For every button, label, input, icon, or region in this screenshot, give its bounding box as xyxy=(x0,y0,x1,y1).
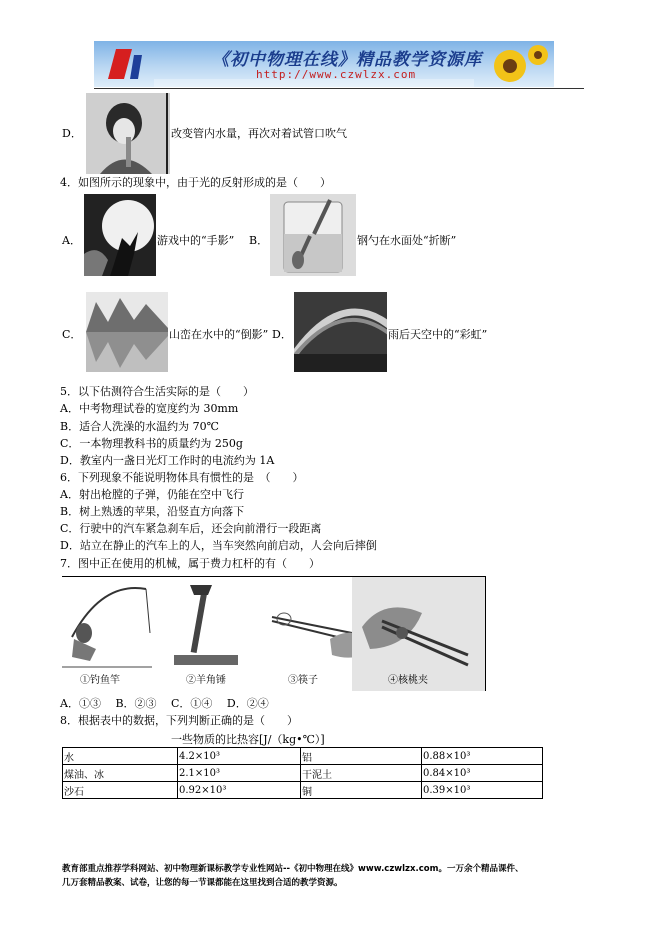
q6-option-d: D．站立在静止的汽车上的人，当车突然向前启动，人会向后摔倒 xyxy=(60,539,377,552)
table-cell: 2.1×10³ xyxy=(178,765,301,782)
table-cell: 0.84×10³ xyxy=(422,765,543,782)
table-cell: 0.88×10³ xyxy=(422,748,543,765)
q7-caption-fishing-rod: ①钓鱼竿 xyxy=(80,675,120,686)
q4-option-d-text: 雨后天空中的“彩虹” xyxy=(388,328,488,341)
q5-option-d: D．教室内一盏日光灯工作时的电流约为 1A xyxy=(60,454,275,467)
q8-stem: 8．根据表中的数据，下列判断正确的是（ ） xyxy=(60,714,298,727)
q4-reflection-photo xyxy=(86,292,168,372)
q4-shadow-photo xyxy=(84,194,156,276)
q5-option-a: A．中考物理试卷的宽度约为 30mm xyxy=(60,402,239,415)
q4-spoon-photo xyxy=(270,194,356,276)
table-row xyxy=(63,782,543,799)
table-cell: 铜 xyxy=(301,782,422,799)
table-cell: 煤油、冰 xyxy=(63,765,178,782)
q4-option-c-label: C． xyxy=(62,328,82,341)
footer-line-1: 教育部重点推荐学科网站、初中物理新课标教学专业性网站--《初中物理在线》www.czwlzx.com。一万余个精品课件、 xyxy=(62,864,524,874)
q4-option-c-text: 山峦在水中的“倒影” xyxy=(169,328,269,341)
q4-option-a-label: A． xyxy=(62,234,81,247)
heat-capacity-table xyxy=(62,747,543,799)
table-cell: 0.92×10³ xyxy=(178,782,301,799)
table-cell: 0.39×10³ xyxy=(422,782,543,799)
table-row xyxy=(63,748,543,765)
page-footer xyxy=(62,862,622,890)
q7-answers: A．①③ B．②③ C．①④ D．②④ xyxy=(60,697,269,710)
q7-caption-nutcracker: ④核桃夹 xyxy=(388,675,428,686)
banner-title: 《初中物理在线》精品教学资源库 xyxy=(212,50,482,70)
q4-option-d-label: D． xyxy=(272,328,292,341)
q8-table-title: 一些物质的比热容[J/（kg•℃）] xyxy=(171,733,325,746)
q4-rainbow-photo xyxy=(294,292,387,372)
q5-option-b: B．适合人洗澡的水温约为 70℃ xyxy=(60,420,219,433)
q4-option-a-text: 游戏中的“手影” xyxy=(157,234,235,247)
q7-caption-claw-hammer: ②羊角锤 xyxy=(186,675,226,686)
table-cell: 水 xyxy=(63,748,178,765)
header-banner xyxy=(94,41,554,87)
q6-option-b: B．树上熟透的苹果，沿竖直方向落下 xyxy=(60,505,245,518)
table-cell: 干泥土 xyxy=(301,765,422,782)
q7-stem: 7．图中正在使用的机械，属于费力杠杆的有（ ） xyxy=(60,557,320,570)
table-cell: 铝 xyxy=(301,748,422,765)
table-cell: 4.2×10³ xyxy=(178,748,301,765)
q6-option-c: C．行驶中的汽车紧急刹车后，还会向前滑行一段距离 xyxy=(60,522,322,535)
table-row xyxy=(63,765,543,782)
q4-option-b-text: 钢勺在水面处“折断” xyxy=(357,234,457,247)
q5-stem: 5．以下估测符合生活实际的是（ ） xyxy=(60,385,254,398)
q4-stem: 4．如图所示的现象中，由于光的反射形成的是（ ） xyxy=(60,176,331,189)
q7-figure xyxy=(62,576,486,691)
q6-option-a: A．射出枪膛的子弹，仍能在空中飞行 xyxy=(60,488,244,501)
q4-option-b-label: B． xyxy=(249,234,269,247)
q6-stem: 6．下列现象不能说明物体具有惯性的是 （ ） xyxy=(60,471,304,484)
q3-option-d-text: 改变管内水量，再次对着试管口吹气 xyxy=(171,127,347,140)
banner-url: http://www.czwlzx.com xyxy=(256,68,417,81)
q7-caption-chopsticks: ③筷子 xyxy=(288,675,318,686)
q5-option-c: C．一本物理教科书的质量约为 250g xyxy=(60,437,243,450)
header-rule xyxy=(94,88,584,89)
q3-option-d-label: D． xyxy=(62,127,82,140)
footer-line-2: 几万套精品教案、试卷，让您的每一节课都能在这里找到合适的教学资源。 xyxy=(62,878,343,888)
table-cell: 沙石 xyxy=(63,782,178,799)
q3-flute-photo xyxy=(86,93,170,174)
